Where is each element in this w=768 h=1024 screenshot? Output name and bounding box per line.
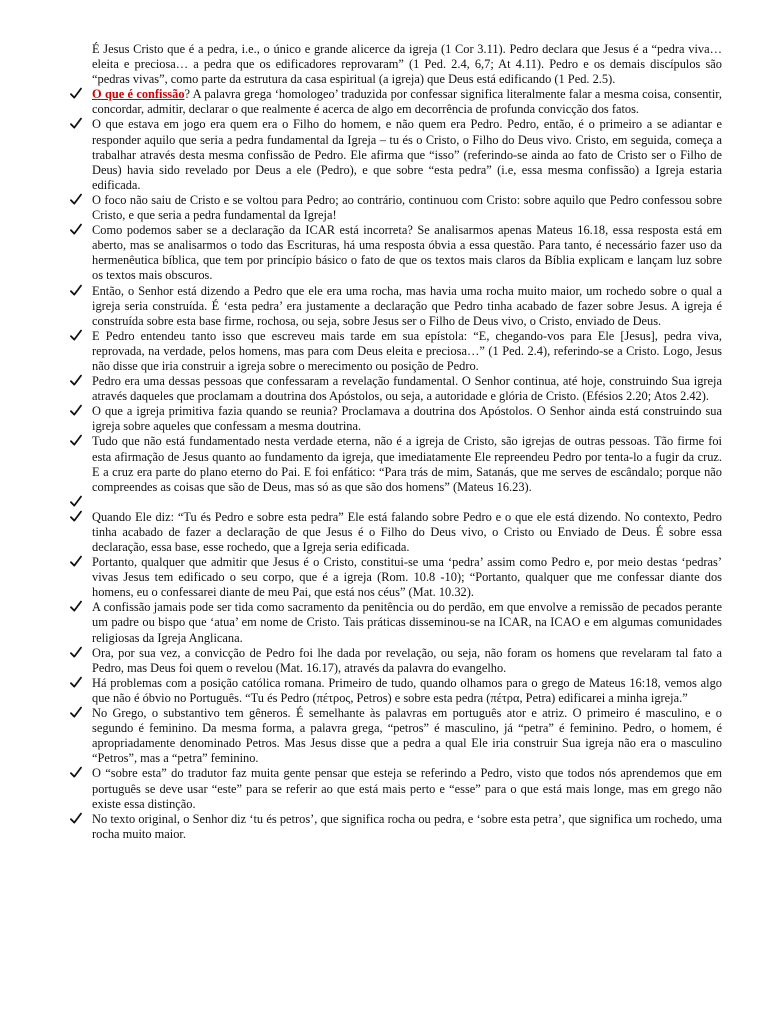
bullet-text: Tudo que não está fundamentado nesta verdade eterna, não é a igreja de Cristo, são igrejas de outras pessoas. Tão firme foi esta afirmação de Jesus quanto ao fundamento da igreja, que imediatamente Ele repreendeu Pedro por tenta-lo a fugir da cruz. E a cruz era parte do plano eterno do Pai. E foi enfático: “Para trás de mim, Satanás, que me serves de escândalo; porque não compreendes as coisas que são de Deus, mas só as que são dos homens” (Mateus 16.23). — [92, 434, 722, 494]
bullet-text: O que estava em jogo era quem era o Filho do homem, e não quem era Pedro. Pedro, então, é o primeiro a se adiantar e responder aquilo que seria a pedra fundamental da Igreja – tu és o Cristo, o Filho do Deus vivo. Cristo, em seguida, começa a trabalhar através desta mesma confissão de Pedro. Ele afirma que “isso” (referindo-se ainda ao fato de Cristo ser o Filho de Deus) havia sido revelado por Deus a ele (Pedro), e que sobre “esta pedra” (i.e, essa mesma confissão) a Igreja estaria edificada. — [92, 117, 722, 192]
check-mark-icon — [70, 676, 84, 691]
bullet-item — [70, 404, 722, 434]
bullet-text: ? A palavra grega ‘homologeo’ traduzida por confessar significa literalmente falar a mesma coisa, consentir, concordar, admitir, declarar o que realmente é acerca de algo em decorrência de profunda convicção dos fatos. — [92, 87, 723, 117]
bullet-item — [70, 87, 722, 117]
bullet-text: Quando Ele diz: “Tu és Pedro e sobre esta pedra” Ele está falando sobre Pedro e o que ele está dizendo. No contexto, Pedro tinha acabado de fazer a declaração de que Jesus é o Filho do Deus vivo, o Cristo ou Enviado de Deus. É sobre essa declaração, essa base, esse rochedo, que a Igreja seria edificada. — [92, 509, 722, 554]
bullet-item — [70, 284, 722, 329]
bullet-text: Ora, por sua vez, a convicção de Pedro foi lhe dada por revelação, ou seja, não foram os homens que revelaram tal fato a Pedro, mas Deus foi quem o revelou (Mat. 16.17), através da palavra do evangelho. — [92, 645, 722, 675]
intro-paragraph: É Jesus Cristo que é a pedra, i.e., o único e grande alicerce da igreja (1 Cor 3.11). Pedro declara que Jesus é a “pedra viva… eleita e preciosa… a pedra que os edificadores reprovaram” (1 Ped. 2.4, 6,7; At 4.11). Pedro e os demais discípulos são “pedras vivas”, como parte da estrutura da casa espiritual (a igreja) que Deus está edificando (1 Ped. 2.5). — [92, 42, 722, 87]
bullet-item — [70, 374, 722, 404]
check-mark-icon — [70, 374, 84, 389]
bullet-item — [70, 676, 722, 706]
bullet-item — [70, 646, 722, 676]
check-mark-icon — [70, 404, 84, 419]
check-mark-icon — [70, 223, 84, 238]
check-mark-icon — [70, 510, 84, 525]
check-mark-icon — [70, 434, 84, 449]
bullet-text: No texto original, o Senhor diz ‘tu és petros’, que significa rocha ou pedra, e ‘sobre esta petra’, que significa um rochedo, uma rocha muito maior. — [92, 811, 722, 841]
bullet-item — [70, 600, 722, 645]
check-mark-icon — [70, 284, 84, 299]
bullet-text: Portanto, qualquer que admitir que Jesus é o Cristo, constitui-se uma ‘pedra’ assim como Pedro e, por meio destas ‘pedras’ vivas Jesus tem edificado o seu corpo, que é a igreja (Rom. 10.8 -10); “Portanto, qualquer que me confessar diante dos homens, eu o confessarei diante de meu Pai, que está nos céus” (Mat. 10.32). — [92, 555, 722, 600]
bullet-item — [70, 193, 722, 223]
bullet-item — [70, 555, 722, 600]
check-mark-icon — [70, 766, 84, 781]
check-mark-icon — [70, 117, 84, 132]
bullet-item — [70, 495, 722, 510]
bullet-text: Como podemos saber se a declaração da ICAR está incorreta? Se analisarmos apenas Mateus 16.18, essa resposta está em aberto, mas se analisarmos o todo das Escrituras, há uma resposta óbvia a essa questão. Para tanto, é necessário fazer uso da hermenêutica bíblica, que tem por princípio básico o fato de que os textos mais claros da Bíblia explicam e lançam luz sobre os textos mais obscuros. — [92, 223, 722, 283]
bullet-text: Pedro era uma dessas pessoas que confessaram a revelação fundamental. O Senhor continua, até hoje, construindo Sua igreja através daqueles que proclamam a doutrina dos Apóstolos, ou seja, a autoridade e glória de Cristo. (Efésios 2.20; Atos 2.42). — [92, 374, 722, 404]
bullet-item — [70, 329, 722, 374]
bullet-text: Há problemas com a posição católica romana. Primeiro de tudo, quando olhamos para o grego de Mateus 16:18, vemos algo que não é óbvio no Português. “Tu és Pedro (πέτρος, Petros) e sobre esta pedra (πέτρα, Petra) edificarei a minha igreja.” — [92, 675, 722, 705]
check-mark-icon — [70, 646, 84, 661]
bullet-text: No Grego, o substantivo tem gêneros. É semelhante às palavras em português ator e atriz. O primeiro é masculino, e o segundo é feminino. Da mesma forma, a palavra grega, “petros” é masculino, já “petra” é feminino. Pedro, o homem, é apropriadamente denominado Petros. Mas Jesus disse que a pedra a qual Ele iria construir Sua igreja não era o masculino “Petros”, mas a “petra” feminino. — [92, 706, 722, 766]
bullet-item — [70, 117, 722, 192]
check-mark-icon — [70, 555, 84, 570]
bullet-text: O que a igreja primitiva fazia quando se reunia? Proclamava a doutrina dos Apóstolos. O Senhor ainda está construindo sua igreja sobre aqueles que confessam a mesma doutrina. — [92, 404, 722, 434]
bullet-text: A confissão jamais pode ser tida como sacramento da penitência ou do perdão, em que envolve a remissão de pecados perante um padre ou bispo que ‘atua’ em nome de Cristo. Tais práticas disseminou-se na ICAR, na ICAO e em algumas comunidades religiosas da Igreja Anglicana. — [92, 600, 722, 645]
bullet-text: O “sobre esta” do tradutor faz muita gente pensar que esteja se referindo a Pedro, visto que todos nós aprendemos que em português se deve usar “este” para se referir ao que está mais perto e “esse” para o que está mais longe, mas em grego não existe essa distinção. — [92, 766, 722, 811]
bullet-text: Então, o Senhor está dizendo a Pedro que ele era uma rocha, mas havia uma rocha muito maior, um rochedo sobre o qual a igreja seria construída. É ‘esta pedra’ era justamente a declaração que Pedro tinha acabado de fazer sobre Jesus. A igreja é construída sobre esta base firme, rochosa, ou seja, sobre Jesus ser o Filho de Deus vivo, o Cristo, enviado de Deus. — [92, 283, 722, 328]
check-mark-icon — [70, 706, 84, 721]
bullet-text: E Pedro entendeu tanto isso que escreveu mais tarde em sua epístola: “E, chegando-vos para Ele [Jesus], pedra viva, reprovada, na verdade, pelos homens, mas para com Deus eleita e preciosa…” (1 Ped. 2.4), referindo-se a Cristo. Logo, Jesus não disse que iria construir a igreja sobre o merecimento ou posição de Pedro. — [92, 328, 722, 373]
check-mark-icon — [70, 87, 84, 102]
bullet-item — [70, 766, 722, 811]
check-mark-icon — [70, 600, 84, 615]
bullet-text: O foco não saiu de Cristo e se voltou para Pedro; ao contrário, continuou com Cristo: sobre aquilo que Pedro confessou sobre Cristo, e que seria a pedra fundamental da Igreja! — [92, 192, 722, 223]
bullet-lead-heading: O que é confissão — [92, 87, 185, 102]
bullet-item — [70, 812, 722, 842]
check-mark-icon — [70, 812, 84, 827]
bullet-item — [70, 223, 722, 283]
check-mark-icon — [70, 495, 84, 510]
bullet-item — [70, 434, 722, 494]
bullet-list — [70, 87, 722, 842]
check-mark-icon — [70, 329, 84, 344]
check-mark-icon — [70, 193, 84, 208]
bullet-item — [70, 510, 722, 555]
bullet-item — [70, 706, 722, 766]
